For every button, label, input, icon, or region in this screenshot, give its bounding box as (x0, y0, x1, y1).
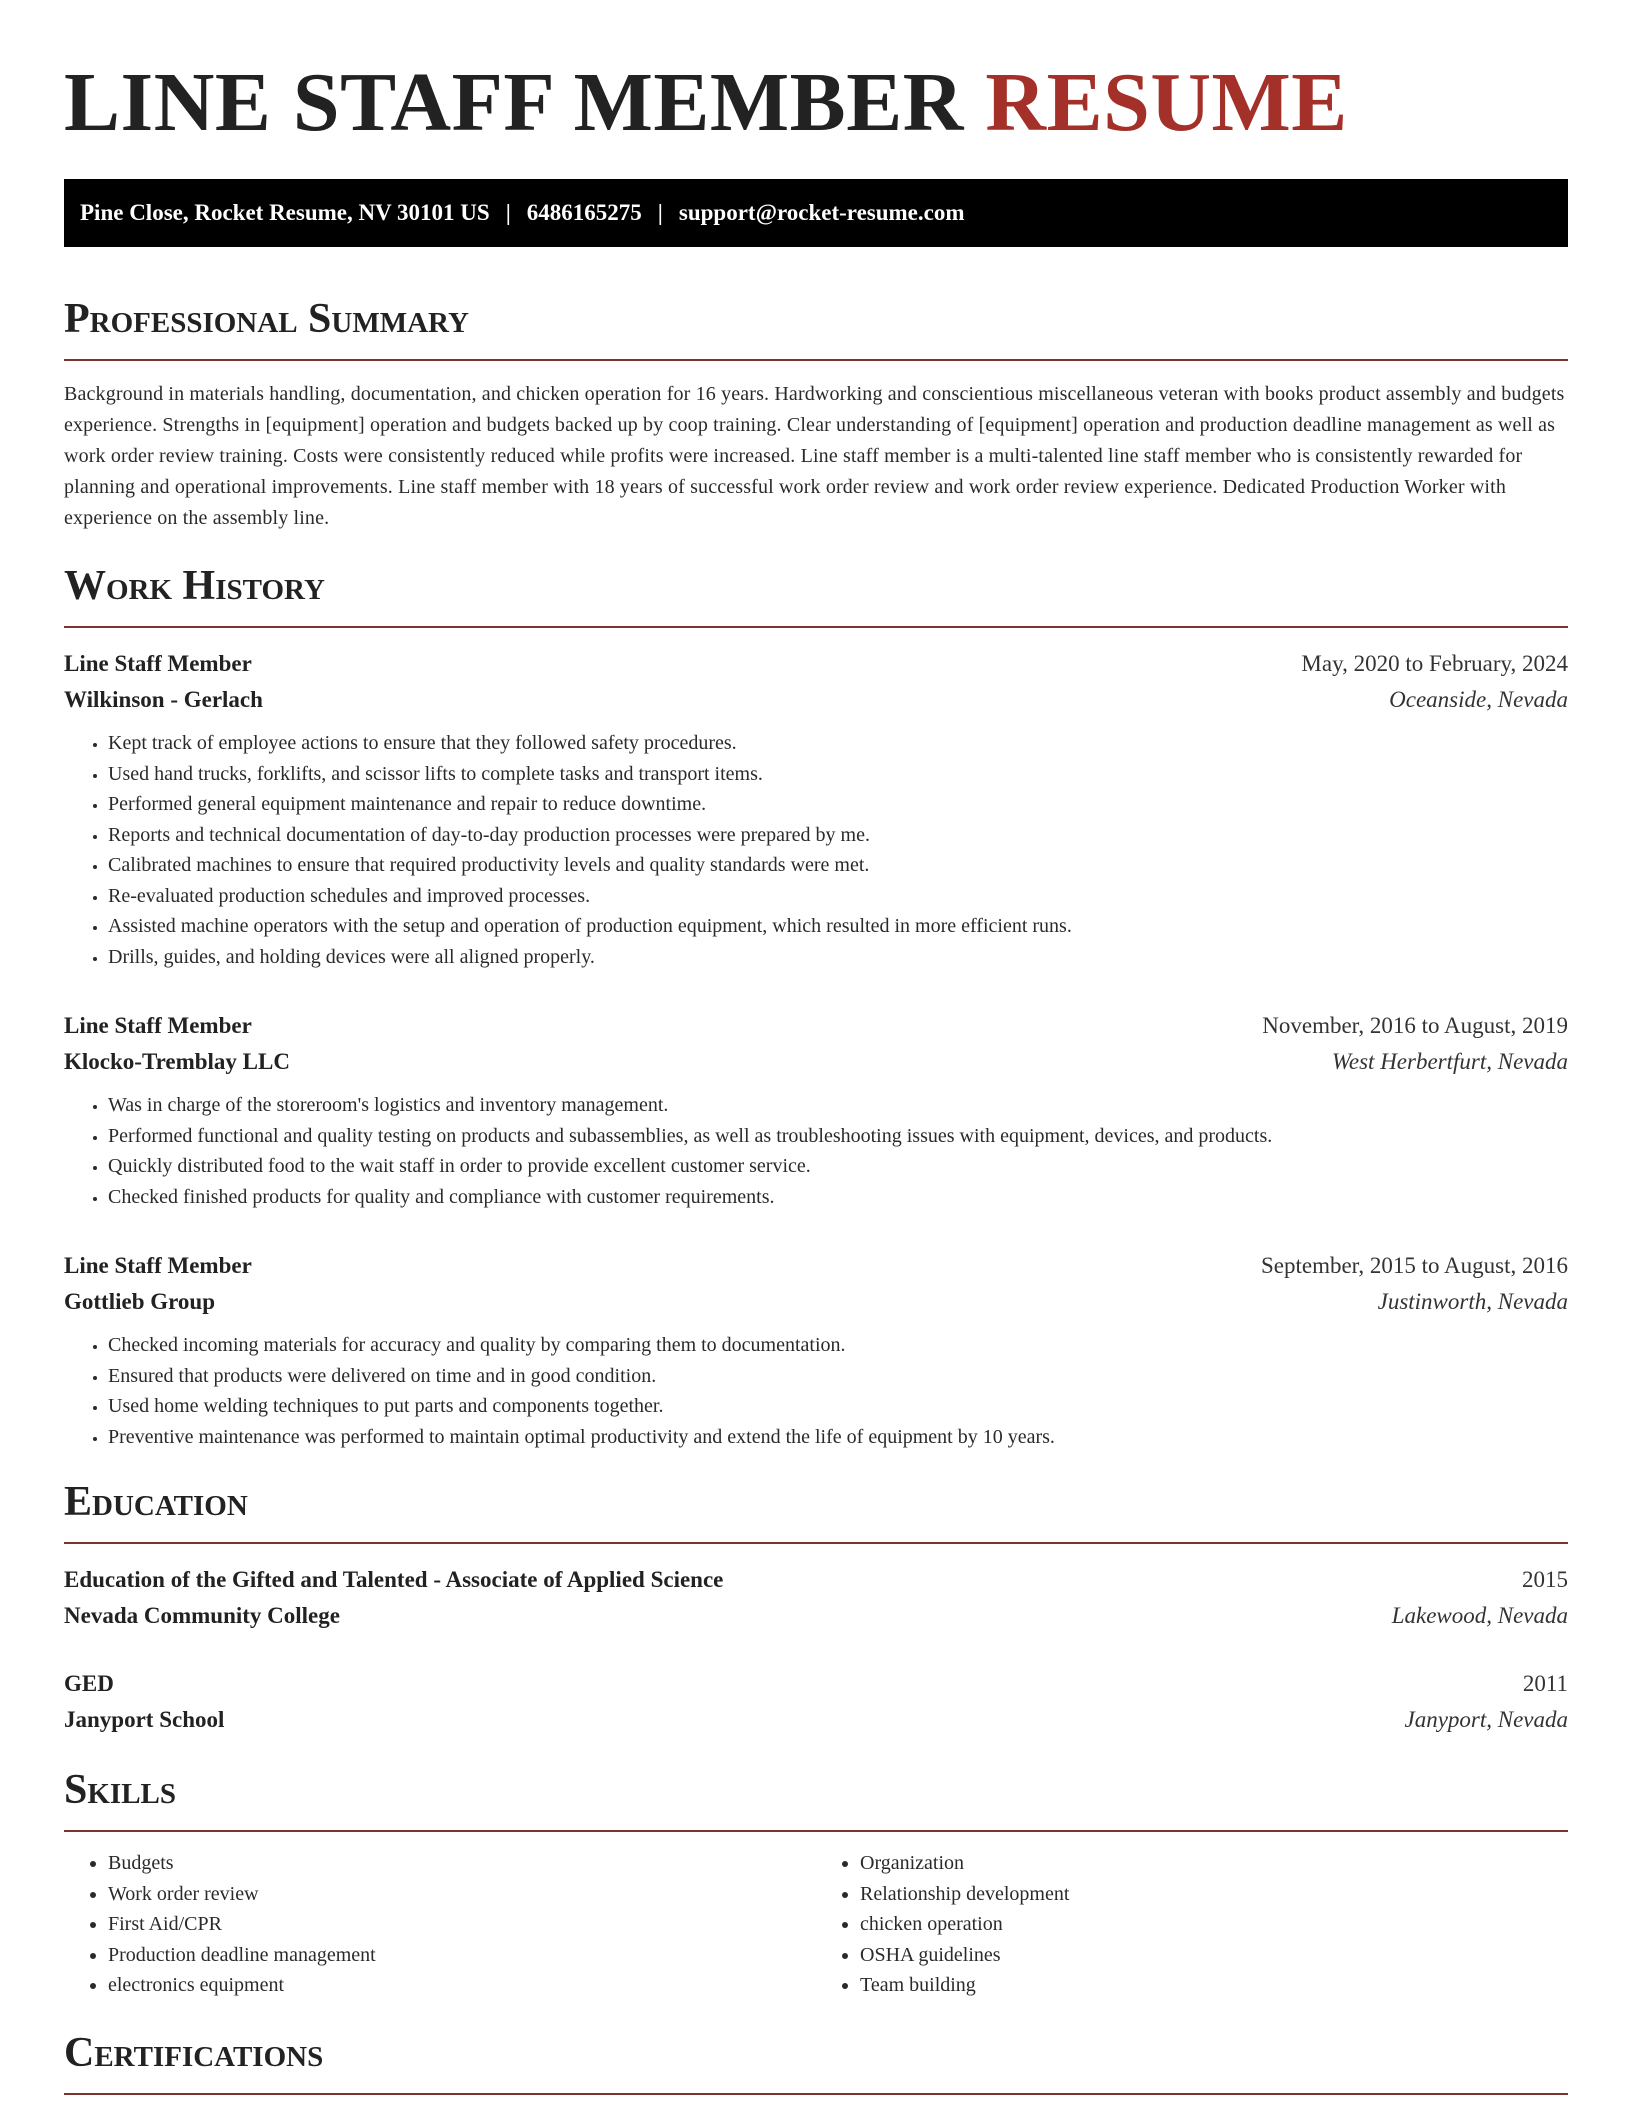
job-dates: May, 2020 to February, 2024 (1301, 651, 1568, 676)
job-dates: November, 2016 to August, 2019 (1262, 1013, 1568, 1038)
skills-section (64, 1766, 1568, 2001)
job-duty: • Quickly distributed food to the wait staff in order to provide excellent customer service. (108, 1151, 1568, 1182)
job-duties (64, 1090, 1568, 1212)
education-year: 2015 (1522, 1567, 1568, 1592)
section-divider (64, 1542, 1568, 1544)
education-school: Nevada Community College (64, 1603, 340, 1628)
education-degree: GED (64, 1671, 114, 1696)
contact-phone: 6486165275 (526, 200, 642, 225)
job-duties (64, 728, 1568, 972)
summary-section (64, 295, 1568, 534)
job-duties (64, 1330, 1568, 1452)
section-divider (64, 626, 1568, 628)
job-company: Gottlieb Group (64, 1289, 216, 1314)
job-duty: • Drills, guides, and holding devices were all aligned properly. (108, 942, 1568, 973)
contact-bar (64, 179, 1568, 247)
contact-separator: | (505, 200, 511, 225)
job-location: West Herbertfurt, Nevada (1331, 1049, 1568, 1074)
education-entry (64, 1562, 1568, 1634)
job-duty: • Performed functional and quality testing on products and subassemblies, as well as troubleshooting issues with equipment, devices, and products. (108, 1121, 1568, 1152)
job-company: Klocko-Tremblay LLC (64, 1049, 290, 1074)
certifications-section (64, 2029, 1568, 2095)
job-duty: • Assisted machine operators with the setup and operation of production equipment, which resulted in more efficient runs. (108, 911, 1568, 942)
education-section (64, 1478, 1568, 1738)
skill-item: • electronics equipment (108, 1970, 816, 2001)
job-entry (64, 646, 1568, 972)
skill-item: • Budgets (108, 1848, 816, 1879)
job-duty: • Performed general equipment maintenance and repair to reduce downtime. (108, 789, 1568, 820)
skill-item: • Production deadline management (108, 1940, 816, 1971)
summary-text: Background in materials handling, documentation, and chicken operation for 16 years. Hardworking and conscientious miscellaneous veteran with books product assembly and budgets experience. Strengths in [equipment] operation and budgets backed up by coop training. Clear understanding of [equipment] operation and production deadline management as well as work order review training. Costs were consistently reduced while profits were increased. Line staff member is a multi-talented line staff member who is consistently rewarded for planning and operational improvements. Line staff member with 18 years of successful work order review and work order review experience. Dedicated Production Worker with experience on the assembly line. (64, 383, 1565, 529)
education-location: Lakewood, Nevada (1391, 1603, 1568, 1628)
job-duty: • Checked finished products for quality and compliance with customer requirements. (108, 1182, 1568, 1213)
job-entry (64, 1008, 1568, 1212)
section-divider (64, 2093, 1568, 2095)
contact-separator: | (657, 200, 663, 225)
skills-list (64, 1848, 1568, 2001)
job-title: Line Staff Member (64, 1253, 252, 1278)
skill-item: • First Aid/CPR (108, 1909, 816, 1940)
job-location: Justinworth, Nevada (1377, 1289, 1568, 1314)
job-duty: • Reports and technical documentation of day-to-day production processes were prepared by me. (108, 820, 1568, 851)
skill-item: • Work order review (108, 1879, 816, 1910)
education-entry (64, 1666, 1568, 1738)
job-duty: • Used home welding techniques to put parts and components together. (108, 1391, 1568, 1422)
title-accent: RESUME (985, 56, 1348, 149)
job-duty: • Ensured that products were delivered on time and in good condition. (108, 1361, 1568, 1392)
job-duty: • Was in charge of the storeroom's logistics and inventory management. (108, 1090, 1568, 1121)
skill-item: • chicken operation (860, 1909, 1568, 1940)
job-title: Line Staff Member (64, 651, 252, 676)
work-history-heading: Work History (64, 563, 325, 609)
skills-heading: Skills (64, 1767, 177, 1813)
education-heading: Education (64, 1479, 248, 1525)
job-duty: • Kept track of employee actions to ensure that they followed safety procedures. (108, 728, 1568, 759)
job-entry (64, 1248, 1568, 1452)
skill-item: • Organization (860, 1848, 1568, 1879)
skills-column-right (816, 1848, 1568, 2001)
job-duty: • Checked incoming materials for accuracy and quality by comparing them to documentation. (108, 1330, 1568, 1361)
job-duty: • Re-evaluated production schedules and improved processes. (108, 881, 1568, 912)
job-duty: • Calibrated machines to ensure that required productivity levels and quality standards were met. (108, 850, 1568, 881)
work-history-section (64, 562, 1568, 1452)
section-divider (64, 1830, 1568, 1832)
job-location: Oceanside, Nevada (1389, 687, 1568, 712)
education-year: 2011 (1522, 1671, 1568, 1696)
job-dates: September, 2015 to August, 2016 (1260, 1253, 1568, 1278)
education-school: Janyport School (64, 1707, 225, 1732)
skill-item: • Relationship development (860, 1879, 1568, 1910)
education-location: Janyport, Nevada (1404, 1707, 1568, 1732)
skill-item: • Team building (860, 1970, 1568, 2001)
job-duty: • Used hand trucks, forklifts, and scissor lifts to complete tasks and transport items. (108, 759, 1568, 790)
resume-title (64, 0, 1568, 151)
contact-address: Pine Close, Rocket Resume, NV 30101 US (80, 200, 490, 225)
certifications-heading: Certifications (64, 2029, 324, 2076)
job-title: Line Staff Member (64, 1013, 252, 1038)
job-company: Wilkinson - Gerlach (64, 687, 263, 712)
summary-heading: Professional Summary (64, 296, 469, 342)
skills-column-left (64, 1848, 816, 2001)
job-duty: • Preventive maintenance was performed to maintain optimal productivity and extend the life of equipment by 10 years. (108, 1422, 1568, 1453)
education-degree: Education of the Gifted and Talented - Associate of Applied Science (64, 1567, 724, 1592)
skill-item: • OSHA guidelines (860, 1940, 1568, 1971)
contact-email: support@rocket-resume.com (678, 200, 965, 225)
title-main: LINE STAFF MEMBER (64, 56, 964, 149)
section-divider (64, 359, 1568, 361)
